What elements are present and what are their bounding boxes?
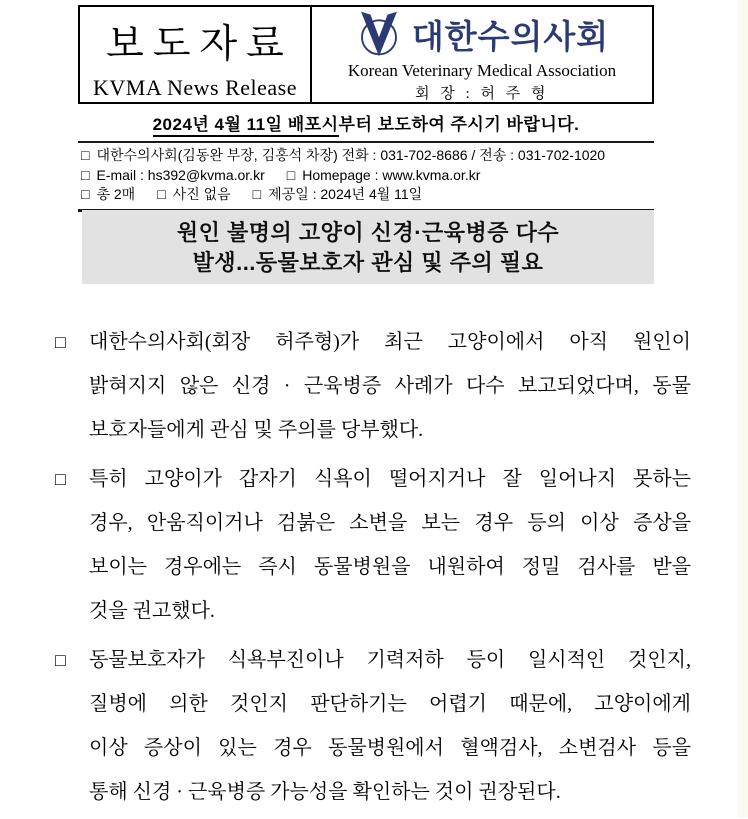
- checkbox-icon: □: [286, 166, 296, 183]
- kvma-logo-icon: [355, 8, 403, 60]
- contact-row: [81, 146, 651, 166]
- masthead-left-cell: [80, 7, 310, 102]
- paragraph-line: 보호자들에게 관심 및 주의를 당부했다.: [89, 419, 424, 441]
- contact-item: [253, 185, 423, 205]
- paragraph-line: 대한수의사회(회장 허주형)가 최근 고양이에서 아직 원인이: [89, 331, 691, 353]
- headline-box: [82, 210, 654, 284]
- contact-item: [81, 185, 135, 205]
- paragraph-line: 동물보호자가 식욕부진이나 기력저하 등이 일시적인 것인지,: [89, 649, 691, 671]
- contact-text: 대한수의사회(김동완 부장, 김홍석 차장) 전화 : 031-702-8686 / 전송 : 031-702-1020: [96, 147, 606, 163]
- contact-row: [81, 185, 651, 205]
- press-release-title-en: KVMA News Release: [92, 74, 298, 100]
- paragraph: [55, 638, 691, 814]
- contact-text: Homepage : www.kvma.or.kr: [302, 166, 481, 183]
- contact-item: [157, 185, 230, 205]
- headline-line1: 원인 불명의 고양이 신경·근육병증 다수: [176, 220, 560, 245]
- checkbox-icon: □: [81, 147, 90, 163]
- paragraph-line: 특히 고양이가 갑자기 식욕이 떨어지거나 잘 일어나지 못하는: [89, 468, 691, 490]
- checkbox-icon: □: [157, 186, 166, 202]
- paragraph-line: 질병에 의한 것인지 판단하기는 어렵기 때문에, 고양이에게: [89, 693, 691, 715]
- checkbox-icon: □: [81, 186, 90, 202]
- paragraph-line: 보이는 경우에는 즉시 동물병원을 내원하여 정밀 검사를 받을: [89, 556, 691, 578]
- embargo-date-underlined: 2024년 4월 11일 배포시: [153, 115, 339, 137]
- headline-line2: 발생...동물보호자 관심 및 주의 필요: [192, 250, 544, 275]
- president-line: 회 장 : 허 주 형: [415, 86, 549, 102]
- paragraph-line: 경우, 안움직이거나 검붉은 소변을 보는 경우 등의 이상 증상을: [89, 512, 691, 534]
- page-edge-strip: [738, 0, 748, 818]
- checkbox-icon: □: [81, 166, 90, 183]
- body-paragraphs: [55, 320, 691, 819]
- paragraph: [55, 320, 691, 452]
- embargo-rest: 부터 보도하여 주시기 바랍니다.: [338, 115, 580, 134]
- contact-rows: [81, 146, 651, 205]
- checkbox-icon: □: [55, 469, 66, 489]
- contact-info-box: [78, 141, 654, 212]
- paragraph-line: 밝혀지지 않은 신경 · 근육병증 사례가 다수 보고되었다며, 동물: [89, 375, 691, 397]
- contact-text: E-mail : hs392@kvma.or.kr: [96, 166, 265, 183]
- contact-item: [81, 166, 265, 186]
- masthead-table: [78, 5, 654, 104]
- paragraph-line: 것을 권고했다.: [89, 600, 215, 622]
- org-name-korean: 대한수의사회: [411, 17, 610, 55]
- contact-text: 사진 없음: [172, 186, 231, 202]
- contact-row: [81, 166, 651, 186]
- checkbox-icon: □: [55, 332, 66, 352]
- press-release-title-ko: 보도자료: [106, 22, 293, 66]
- contact-item: [287, 166, 481, 186]
- paragraph: [55, 457, 691, 633]
- contact-item: [81, 146, 605, 166]
- contact-text: 총 2매: [96, 186, 136, 202]
- org-name-english: Korean Veterinary Medical Association: [347, 61, 617, 80]
- checkbox-icon: □: [55, 650, 66, 670]
- masthead-right-cell: [310, 7, 652, 102]
- paragraph-line: 이상 증상이 있는 경우 동물병원에서 혈액검사, 소변검사 등을: [89, 737, 691, 759]
- embargo-line: [78, 111, 654, 138]
- checkbox-icon: □: [252, 186, 262, 202]
- paragraph-line: 통해 신경 · 근육병증 가능성을 확인하는 것이 권장된다.: [89, 781, 561, 803]
- contact-text: 제공일 : 2024년 4월 11일: [268, 186, 423, 202]
